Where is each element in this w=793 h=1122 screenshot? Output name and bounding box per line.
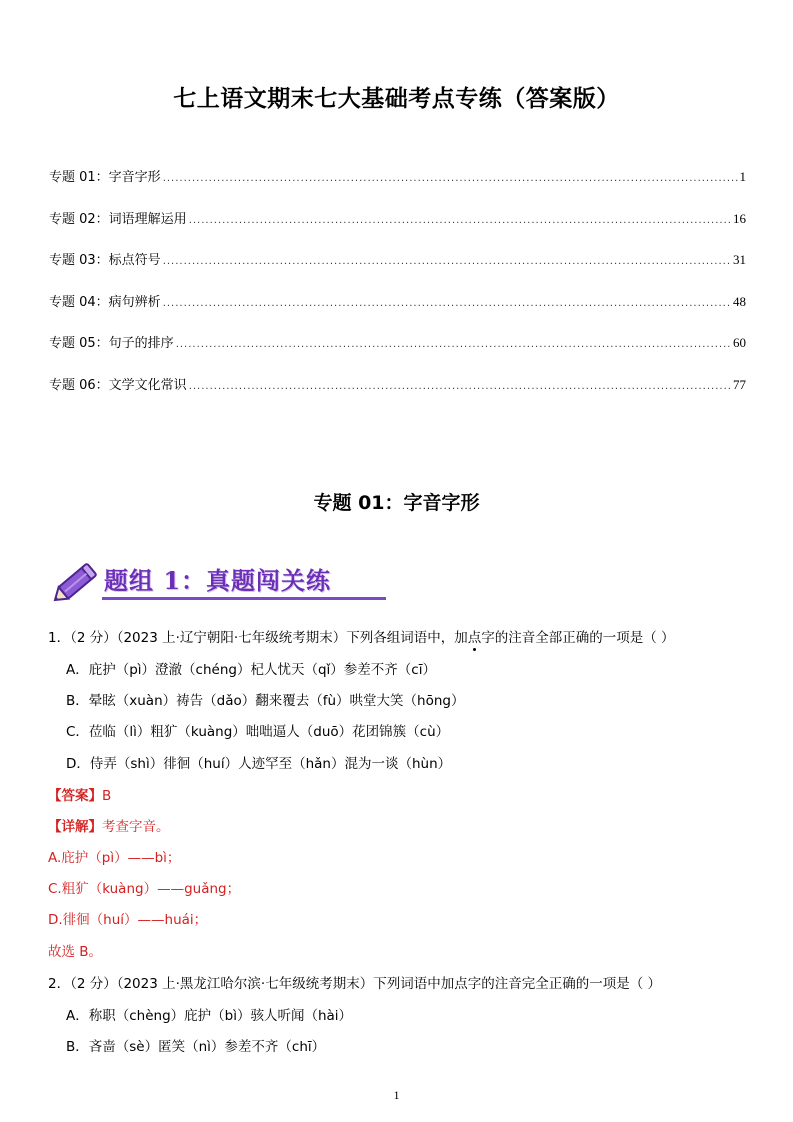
- question-1-text-end: 字的注音全部正确的一项是（ ）: [481, 630, 675, 646]
- banner-title: 题组 1：真题闯关练: [104, 566, 332, 595]
- detail-line: [48, 815, 170, 835]
- toc-entry[interactable]: [49, 374, 746, 416]
- question-1-text: 1．（2 分）（2023 上·辽宁朝阳·七年级统考期末）下列各组词语中，加: [48, 630, 468, 646]
- option-d[interactable]: D．侍弄（shì）徘徊（huí）人迹罕至（hǎn）混为一谈（hùn）: [66, 756, 452, 772]
- answer-value: B: [102, 788, 112, 804]
- toc-label: 专题 04：病句辨析: [49, 294, 161, 310]
- detail-value: 考查字音。: [102, 819, 170, 835]
- toc-label: 专题 03：标点符号: [49, 253, 161, 268]
- detail-label: 【详解】: [48, 819, 102, 835]
- answer-line: [48, 784, 111, 804]
- option-a[interactable]: A．庇护（pì）澄澈（chéng）杞人忧天（qǐ）参差不齐（cī）: [66, 662, 436, 678]
- toc-leader-dots: [189, 215, 731, 226]
- toc-entry[interactable]: [49, 166, 746, 208]
- toc-leader-dots: [163, 173, 738, 184]
- toc-leader-dots: [163, 256, 731, 267]
- page-number: 1: [393, 1088, 400, 1102]
- option-b[interactable]: B．吝啬（sè）匿笑（nì）参差不齐（chī）: [66, 1039, 326, 1055]
- toc-page: 48: [733, 293, 746, 309]
- document-title: 七上语文期末七大基础考点专练（答案版）: [173, 86, 620, 112]
- toc-entry[interactable]: [49, 291, 746, 333]
- toc-label: 专题 06：文学文化常识: [49, 377, 187, 393]
- toc-leader-dots: [176, 339, 731, 350]
- toc-entry[interactable]: [49, 208, 746, 250]
- dotted-character: 点: [467, 630, 482, 646]
- toc-page: 77: [733, 376, 746, 392]
- question-2-stem: 2．（2 分）（2023 上·黑龙江哈尔滨·七年级统考期末）下列词语中加点字的注音完全正确的一项是（ ）: [48, 976, 661, 992]
- toc-leader-dots: [163, 298, 731, 309]
- answer-label: 【答案】: [48, 788, 102, 804]
- toc-leader-dots: [189, 381, 731, 392]
- toc-label: 专题 05：句子的排序: [49, 336, 174, 351]
- section-banner: [46, 553, 346, 611]
- toc-label: 专题 01：字音字形: [49, 170, 161, 185]
- toc-page: 31: [733, 252, 746, 267]
- section-title: 专题 01：字音字形: [313, 492, 480, 514]
- option-c[interactable]: C．莅临（lì）粗犷（kuàng）咄咄逼人（duō）花团锦簇（cù）: [66, 724, 450, 740]
- toc-entry[interactable]: [49, 249, 746, 291]
- detail-item: C.粗犷（kuàng）——guǎng；: [48, 881, 241, 897]
- question-1-stem: [48, 626, 675, 646]
- banner-underline: [102, 597, 386, 600]
- toc-page: 16: [733, 210, 746, 226]
- option-a[interactable]: A．称职（chèng）庇护（bì）骇人听闻（hài）: [66, 1008, 353, 1024]
- toc-page: 1: [739, 169, 746, 184]
- detail-item: D.徘徊（huí）——huái；: [48, 912, 208, 928]
- toc-entry[interactable]: [49, 332, 746, 374]
- toc-page: 60: [733, 335, 746, 350]
- pencil-icon: [46, 553, 106, 611]
- detail-item: A.庇护（pì）——bì；: [48, 850, 181, 866]
- conclusion: 故选 B。: [48, 944, 103, 960]
- option-b[interactable]: B．晕眩（xuàn）祷告（dǎo）翻来覆去（fù）哄堂大笑（hōng）: [66, 693, 465, 709]
- toc-label: 专题 02：词语理解运用: [49, 211, 187, 227]
- table-of-contents: [49, 166, 746, 415]
